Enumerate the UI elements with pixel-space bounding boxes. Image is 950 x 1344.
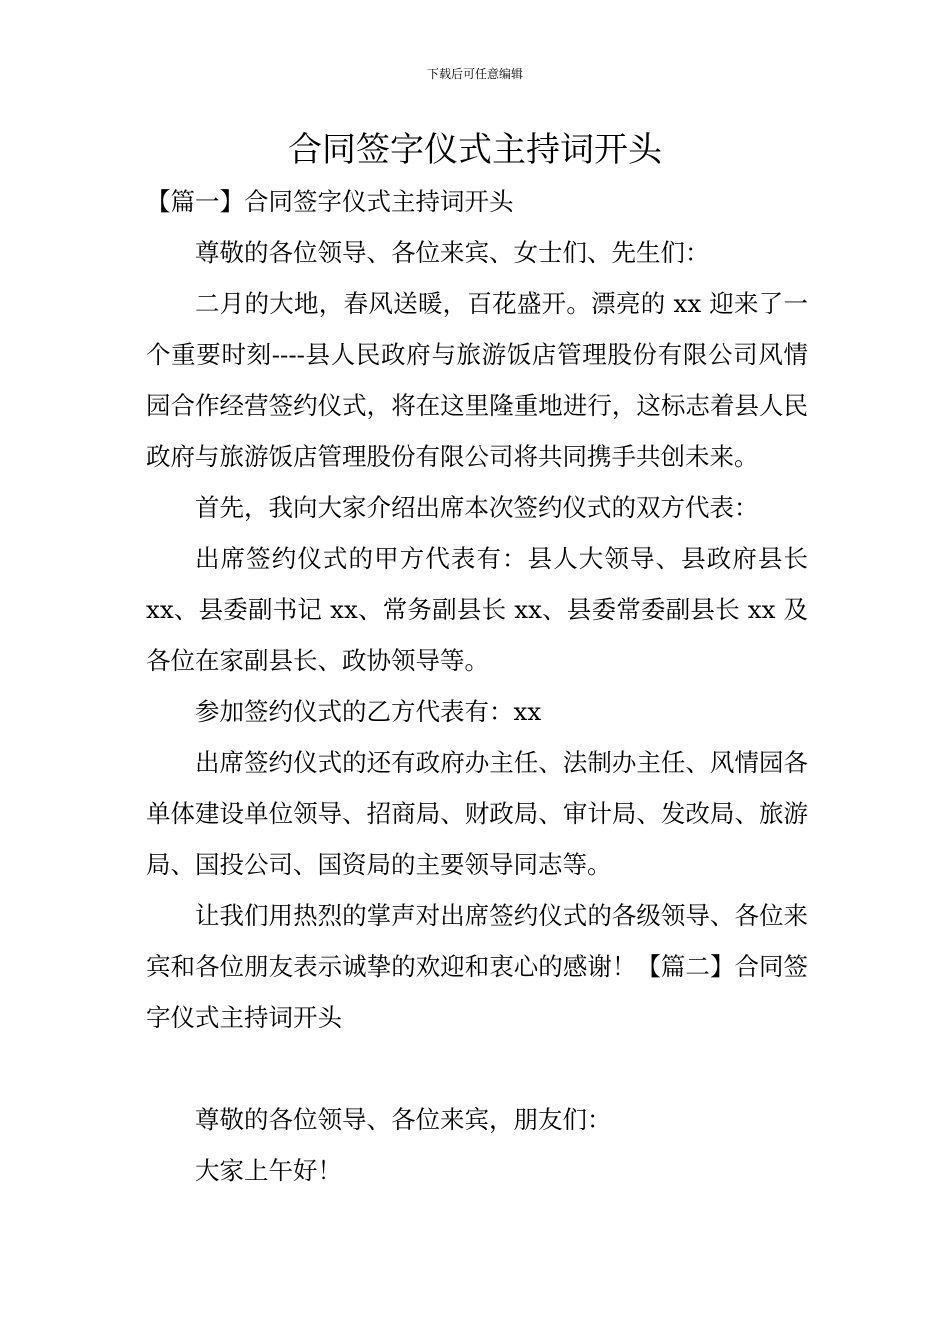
paragraph-welcome: 让我们用热烈的掌声对出席签约仪式的各级领导、各位来宾和各位朋友表示诚挚的欢迎和衷心的感谢！【篇二】合同签字仪式主持词开头 [146,901,808,1032]
paragraph-salutation-2: 尊敬的各位领导、各位来宾，朋友们： [195,1105,612,1134]
header-note: 下载后可任意编辑 [426,67,523,81]
paragraph-opening: 二月的大地，春风送暖，百花盛开。漂亮的 xx 迎来了一个重要时刻----县人民政府与旅游饭店管理股份有限公司风情园合作经营签约仪式，将在这里隆重地进行，这标志着县人民政府与旅游饭店管理股份有限公司将共同携手共创未来。 [146,289,808,471]
paragraph-greeting: 大家上午好！ [195,1156,342,1185]
blank-line [146,1043,808,1094]
paragraph-party-b: 参加签约仪式的乙方代表有：xx [195,697,542,726]
paragraph-salutation: 尊敬的各位领导、各位来宾、女士们、先生们： [195,238,710,267]
paragraph-introduction: 首先，我向大家介绍出席本次签约仪式的双方代表： [195,493,759,522]
section-heading-1: 【篇一】合同签字仪式主持词开头 [146,187,514,216]
document-title: 合同签字仪式主持词开头 [288,130,662,170]
document-body [146,176,816,1196]
paragraph-attendees: 出席签约仪式的还有政府办主任、法制办主任、风情园各单体建设单位领导、招商局、财政局、审计局、发改局、旅游局、国投公司、国资局的主要领导同志等。 [146,748,808,879]
paragraph-party-a: 出席签约仪式的甲方代表有：县人大领导、县政府县长 xx、县委副书记 xx、常务副县长 xx、县委常委副县长 xx 及各位在家副县长、政协领导等。 [146,544,816,675]
